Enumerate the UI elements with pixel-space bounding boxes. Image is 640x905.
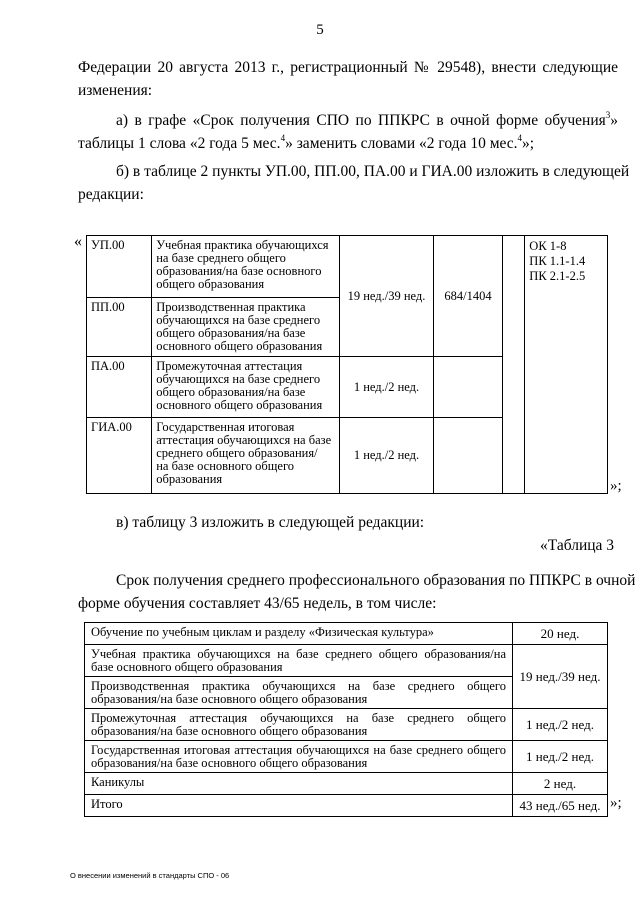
paragraph-intro-line1: Федерации 20 августа 2013 г., регистрационный № 29548), внести следующие [78, 59, 618, 76]
t3-value-interim-attestation: 1 нед./2 нед. [513, 709, 608, 741]
t3-row-training: Обучение по учебным циклам и разделу «Физическая культура» [85, 623, 513, 645]
t3-value-holidays: 2 нед. [513, 773, 608, 795]
t2-name-pa: Промежуточная аттестация обучающихся на базе среднего общего образования/на базе основного общего образования [152, 357, 340, 418]
t3-row-holidays: Каникулы [85, 773, 513, 795]
t2-empty-column [502, 236, 524, 494]
t3-row-study-practice: Учебная практика обучающихся на базе среднего общего образования/на базе основного общего образования [85, 645, 513, 677]
t2-name-up: Учебная практика обучающихся на базе среднего общего образования/на базе основного общего образования [152, 236, 340, 298]
t2-code-gia: ГИА.00 [87, 418, 152, 494]
t3-row-final-attestation: Государственная итоговая аттестация обучающихся на базе среднего общего образования/на базе основного общего образования [85, 741, 513, 773]
open-quote: « [74, 233, 82, 250]
item-a-line2: таблицы 1 слова «2 года 5 мес.$^4$» заменить словами «2 года 10 мес.$^4$»; [78, 132, 535, 152]
table-2 [86, 235, 608, 494]
footer-note: О внесении изменений в стандарты СПО - 06 [70, 871, 230, 880]
t2-name-pp: Производственная практика обучающихся на базе среднего общего образования/на базе основного общего образования [152, 298, 340, 357]
t3-value-total: 43 нед./65 нед. [513, 795, 608, 817]
t2-code-up: УП.00 [87, 236, 152, 298]
close-quote: »; [610, 478, 622, 494]
close-quote-2: »; [610, 795, 622, 811]
item-b-line2: редакции: [78, 186, 144, 203]
t2-duration-gia: 1 нед./2 нед. [339, 418, 433, 494]
t3-row-total: Итого [85, 795, 513, 817]
t2-code-pa: ПА.00 [87, 357, 152, 418]
t3-value-training: 20 нед. [513, 623, 608, 645]
t2-hours-gia [434, 418, 503, 494]
t3-row-interim-attestation: Промежуточная аттестация обучающихся на базе среднего общего образования/на базе основного общего образования [85, 709, 513, 741]
item-b-line1: б) в таблице 2 пункты УП.00, ПП.00, ПА.00 и ГИА.00 изложить в следующей [116, 163, 630, 180]
paragraph-intro-line2: изменения: [78, 82, 153, 99]
t3-value-final-attestation: 1 нед./2 нед. [513, 741, 608, 773]
paragraph-duration-line2: форме обучения составляет 43/65 недель, в том числе: [78, 595, 437, 612]
t2-competencies: ОК 1-8 ПК 1.1-1.4 ПК 2.1-2.5 [525, 236, 608, 494]
page-number: 5 [316, 22, 324, 38]
table-3-label: «Таблица 3 [540, 537, 615, 554]
item-a-line1: а) в графе «Срок получения СПО по ППКРС в очной форме обучения$^3$» [116, 109, 618, 129]
t2-practice-duration: 19 нед./39 нед. [339, 236, 433, 357]
paragraph-duration-line1: Срок получения среднего профессионального образования по ППКРС в очной [116, 572, 636, 589]
table-3 [84, 622, 608, 817]
t2-name-gia: Государственная итоговая аттестация обучающихся на базе среднего общего образования/ на базе основного общего образования [152, 418, 340, 494]
t3-value-practice: 19 нед./39 нед. [513, 645, 608, 709]
t3-row-industrial-practice: Производственная практика обучающихся на базе среднего общего образования/на базе основного общего образования [85, 677, 513, 709]
t2-practice-hours: 684/1404 [434, 236, 503, 357]
item-v: в) таблицу 3 изложить в следующей редакции: [116, 514, 425, 531]
t2-hours-pa [434, 357, 503, 418]
t2-code-pp: ПП.00 [87, 298, 152, 357]
t2-duration-pa: 1 нед./2 нед. [339, 357, 433, 418]
